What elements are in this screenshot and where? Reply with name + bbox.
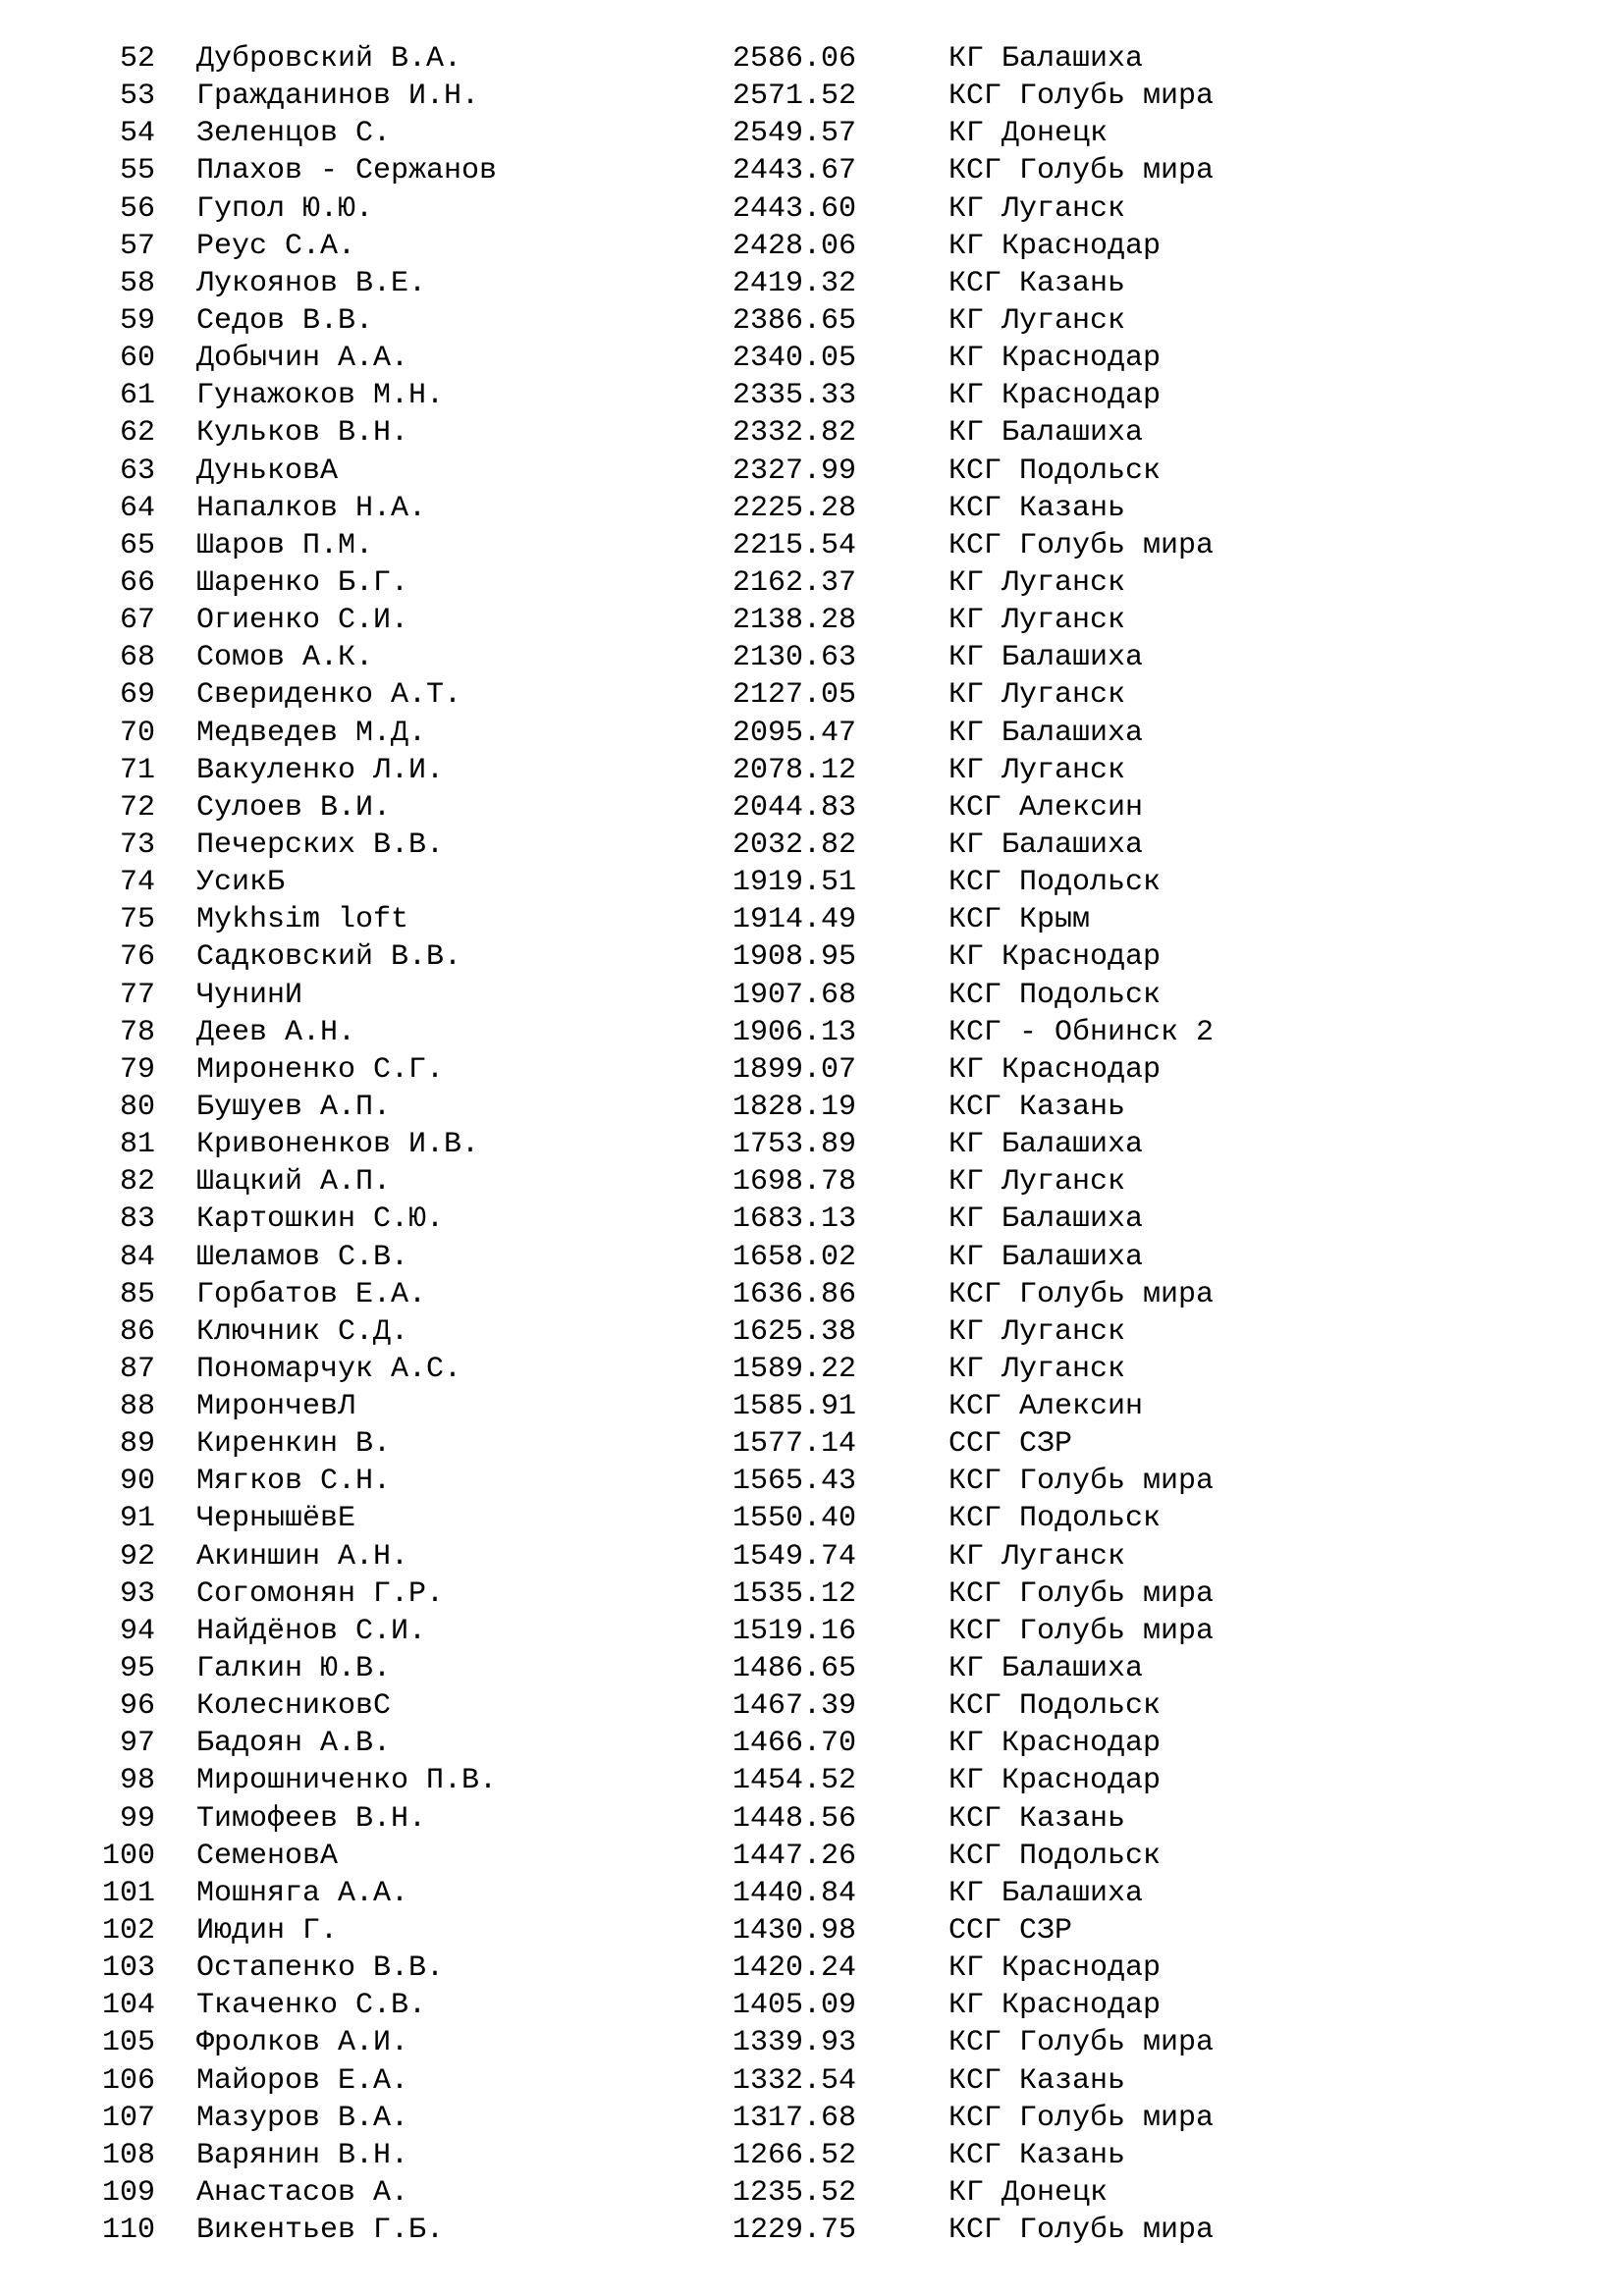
score-value: 1430.98 [732,1914,857,1949]
club-name: ССГ СЗР [948,1427,1073,1462]
list-row [0,1838,1624,1875]
score-value: 2586.06 [732,42,857,76]
score-value: 2340.05 [732,342,857,376]
score-value: 1235.52 [732,2176,857,2211]
list-row [0,78,1624,115]
score-value: 1625.38 [732,1314,857,1349]
rank-number: 88 [119,1390,155,1424]
club-name: КСГ Голубь мира [948,1465,1215,1499]
list-row [0,1276,1624,1313]
participant-name: Мошняга А.А. [196,1876,409,1910]
rank-number: 68 [119,641,155,675]
rank-number: 77 [119,978,155,1012]
club-name: КГ Луганск [948,1314,1126,1349]
score-value: 2327.99 [732,454,857,488]
participant-name: Анастасов А. [196,2176,409,2211]
list-row [0,1538,1624,1575]
rank-number: 66 [119,565,155,600]
club-name: КГ Краснодар [948,1989,1162,2023]
club-name: КГ Краснодар [948,1052,1162,1087]
rank-number: 65 [119,528,155,562]
list-row [0,1949,1624,1987]
club-name: КГ Краснодар [948,940,1162,975]
club-name: КСГ Казань [948,1801,1126,1836]
club-name: КСГ Крым [948,903,1091,937]
rank-number: 103 [101,1951,155,1986]
score-value: 1914.49 [732,903,857,937]
club-name: КГ Балашиха [948,716,1144,750]
club-name: ССГ СЗР [948,1914,1073,1949]
list-row [0,190,1624,228]
rank-number: 78 [119,1015,155,1049]
rank-number: 54 [119,117,155,151]
participant-name: Викентьев Г.Б. [196,2214,445,2248]
list-row [0,2174,1624,2212]
club-name: КСГ Голубь мира [948,80,1215,114]
rank-number: 55 [119,154,155,188]
participant-name: Бадоян А.В. [196,1727,392,1761]
score-value: 2127.05 [732,678,857,713]
participant-name: Галкин Ю.В. [196,1652,392,1686]
score-value: 1440.84 [732,1876,857,1910]
rank-number: 91 [119,1502,155,1536]
participant-name: Огиенко С.И. [196,604,409,638]
club-name: КСГ Подольск [948,1689,1162,1724]
score-value: 2571.52 [732,80,857,114]
list-row [0,789,1624,827]
club-name: КГ Луганск [948,1539,1126,1574]
club-name: КСГ Казань [948,2138,1126,2172]
club-name: КГ Луганск [948,565,1126,600]
list-row [0,1875,1624,1912]
rank-number: 105 [101,2026,155,2060]
rank-number: 73 [119,828,155,862]
participant-name: Добычин А.А. [196,342,409,376]
club-name: КГ Краснодар [948,342,1162,376]
list-row [0,453,1624,490]
rank-number: 104 [101,1989,155,2023]
club-name: КСГ Алексин [948,1390,1144,1424]
rank-number: 102 [101,1914,155,1949]
score-value: 1698.78 [732,1165,857,1200]
participant-name: Остапенко В.В. [196,1951,445,1986]
club-name: КСГ Подольск [948,866,1162,900]
score-value: 1454.52 [732,1764,857,1798]
list-row [0,1163,1624,1201]
score-value: 1535.12 [732,1576,857,1611]
score-value: 1405.09 [732,1989,857,2023]
rank-number: 110 [101,2214,155,2248]
list-row [0,490,1624,527]
score-value: 1585.91 [732,1390,857,1424]
rank-number: 70 [119,716,155,750]
rank-number: 107 [101,2101,155,2135]
score-value: 2335.33 [732,379,857,413]
club-name: КГ Балашиха [948,1202,1144,1237]
participant-name: КолесниковС [196,1689,392,1724]
participant-name: Пономарчук А.С. [196,1352,462,1386]
rank-number: 97 [119,1727,155,1761]
score-value: 1589.22 [732,1352,857,1386]
score-value: 1229.75 [732,2214,857,2248]
list-row [0,864,1624,901]
participant-name: Садковский В.В. [196,940,462,975]
participant-name: Печерских В.В. [196,828,445,862]
participant-name: Гражданинов И.Н. [196,80,480,114]
list-row [0,1463,1624,1500]
rank-number: 95 [119,1652,155,1686]
participant-name: Согомонян Г.Р. [196,1576,445,1611]
score-value: 2162.37 [732,565,857,600]
club-name: КГ Краснодар [948,229,1162,263]
club-name: КГ Луганск [948,604,1126,638]
club-name: КГ Балашиха [948,828,1144,862]
participant-name: Найдёнов С.И. [196,1614,427,1648]
participant-name: Шацкий А.П. [196,1165,392,1200]
score-value: 2443.60 [732,191,857,226]
club-name: КСГ Подольск [948,454,1162,488]
list-row [0,377,1624,414]
participant-name: Майоров Е.А. [196,2063,409,2098]
participant-name: Тимофеев В.Н. [196,1801,427,1836]
list-row [0,1725,1624,1762]
score-value: 1907.68 [732,978,857,1012]
score-value: 1519.16 [732,1614,857,1648]
rank-number: 101 [101,1876,155,1910]
score-value: 1467.39 [732,1689,857,1724]
club-name: КГ Краснодар [948,1951,1162,1986]
score-value: 1486.65 [732,1652,857,1686]
rank-number: 61 [119,379,155,413]
score-value: 1636.86 [732,1277,857,1311]
participant-name: Лукоянов В.Е. [196,266,427,300]
club-name: КСГ Голубь мира [948,2214,1215,2248]
participant-name: Мазуров В.А. [196,2101,409,2135]
participant-name: Ключник С.Д. [196,1314,409,1349]
score-value: 1339.93 [732,2026,857,2060]
list-row [0,1425,1624,1463]
score-value: 1550.40 [732,1502,857,1536]
club-name: КГ Луганск [948,678,1126,713]
score-value: 2428.06 [732,229,857,263]
score-value: 1919.51 [732,866,857,900]
list-row [0,752,1624,789]
list-row [0,2024,1624,2061]
rank-number: 59 [119,303,155,338]
list-row [0,228,1624,265]
score-value: 1658.02 [732,1240,857,1274]
rank-number: 58 [119,266,155,300]
rank-number: 79 [119,1052,155,1087]
list-row [0,715,1624,752]
score-value: 2332.82 [732,416,857,451]
list-row [0,1126,1624,1163]
club-name: КГ Донецк [948,117,1109,151]
participant-name: Варянин В.Н. [196,2138,409,2172]
club-name: КСГ Казань [948,2063,1126,2098]
rank-number: 87 [119,1352,155,1386]
list-row [0,1687,1624,1725]
participant-name: Седов В.В. [196,303,374,338]
list-row [0,414,1624,452]
rank-number: 83 [119,1202,155,1237]
rank-number: 98 [119,1764,155,1798]
score-value: 2095.47 [732,716,857,750]
rank-number: 92 [119,1539,155,1574]
score-value: 1317.68 [732,2101,857,2135]
rank-number: 86 [119,1314,155,1349]
rank-number: 57 [119,229,155,263]
participant-name: Кривоненков И.В. [196,1128,480,1162]
list-row [0,302,1624,340]
rank-number: 84 [119,1240,155,1274]
club-name: КСГ Голубь мира [948,528,1215,562]
participant-name: Фролков А.И. [196,2026,409,2060]
participant-name: Гупол Ю.Ю. [196,191,374,226]
rank-number: 82 [119,1165,155,1200]
participant-name: Шеламов С.В. [196,1240,409,1274]
score-value: 2443.67 [732,154,857,188]
participant-name: Картошкин С.Ю. [196,1202,445,1237]
rank-number: 100 [101,1839,155,1873]
list-row [0,602,1624,639]
club-name: КГ Луганск [948,303,1126,338]
score-value: 1420.24 [732,1951,857,1986]
list-row [0,1089,1624,1126]
list-row [0,2100,1624,2137]
score-value: 1448.56 [732,1801,857,1836]
participant-name: МирончевЛ [196,1390,356,1424]
rank-number: 80 [119,1090,155,1124]
score-value: 2549.57 [732,117,857,151]
score-value: 1753.89 [732,1128,857,1162]
score-value: 1899.07 [732,1052,857,1087]
rank-number: 52 [119,42,155,76]
participant-name: Шаренко Б.Г. [196,565,409,600]
score-value: 1828.19 [732,1090,857,1124]
participant-name: СеменовА [196,1839,339,1873]
rank-number: 75 [119,903,155,937]
list-row [0,938,1624,976]
participant-name: Медведев М.Д. [196,716,427,750]
participant-name: Бушуев А.П. [196,1090,392,1124]
participant-name: Зеленцов С. [196,117,392,151]
participant-name: Июдин Г. [196,1914,339,1949]
club-name: КСГ Голубь мира [948,1576,1215,1611]
list-row [0,1800,1624,1838]
rank-number: 64 [119,491,155,525]
participant-name: Плахов - Сержанов [196,154,498,188]
club-name: КСГ Голубь мира [948,2101,1215,2135]
rank-number: 93 [119,1576,155,1611]
list-row [0,40,1624,78]
rank-number: 69 [119,678,155,713]
list-row [0,1201,1624,1238]
participant-name: Мягков С.Н. [196,1465,392,1499]
participant-name: Сомов А.К. [196,641,374,675]
list-row [0,1500,1624,1537]
list-row [0,527,1624,564]
rank-number: 99 [119,1801,155,1836]
participant-name: Киренкин В. [196,1427,392,1462]
list-row [0,340,1624,377]
club-name: КСГ Подольск [948,1502,1162,1536]
club-name: КСГ Казань [948,1090,1126,1124]
participant-name: УсикБ [196,866,286,900]
participant-name: Шаров П.М. [196,528,374,562]
club-name: КГ Луганск [948,753,1126,787]
participant-name: Mykhsim loft [196,903,409,937]
club-name: КСГ Подольск [948,1839,1162,1873]
list-row [0,1613,1624,1650]
list-row [0,1313,1624,1351]
participant-name: Мирошниченко П.В. [196,1764,498,1798]
list-row [0,1051,1624,1089]
rank-number: 89 [119,1427,155,1462]
club-name: КГ Балашиха [948,1240,1144,1274]
list-row [0,901,1624,938]
club-name: КГ Луганск [948,1352,1126,1386]
club-name: КГ Балашиха [948,1652,1144,1686]
rank-number: 96 [119,1689,155,1724]
list-row [0,2062,1624,2100]
score-value: 1683.13 [732,1202,857,1237]
list-row [0,1239,1624,1276]
list-row [0,676,1624,714]
rank-number: 94 [119,1614,155,1648]
score-value: 2225.28 [732,491,857,525]
participant-name: ЧунинИ [196,978,303,1012]
participant-name: Вакуленко Л.И. [196,753,445,787]
participant-name: Ткаченко С.В. [196,1989,427,2023]
club-name: КГ Донецк [948,2176,1109,2211]
participant-name: ЧернышёвЕ [196,1502,356,1536]
list-row [0,1014,1624,1051]
list-row [0,639,1624,676]
list-row [0,977,1624,1014]
list-row [0,1912,1624,1949]
rank-number: 81 [119,1128,155,1162]
club-name: КСГ Казань [948,266,1126,300]
rank-number: 76 [119,940,155,975]
rank-number: 85 [119,1277,155,1311]
club-name: КСГ Казань [948,491,1126,525]
club-name: КГ Балашиха [948,1876,1144,1910]
club-name: КГ Краснодар [948,1764,1162,1798]
list-row [0,2137,1624,2174]
club-name: КГ Луганск [948,1165,1126,1200]
club-name: КСГ Подольск [948,978,1162,1012]
rank-number: 67 [119,604,155,638]
participant-name: Реус С.А. [196,229,356,263]
list-row [0,564,1624,602]
list-row [0,2212,1624,2249]
participant-name: Свериденко А.Т. [196,678,462,713]
rank-number: 90 [119,1465,155,1499]
rank-number: 106 [101,2063,155,2098]
list-row [0,152,1624,189]
club-name: КСГ Алексин [948,790,1144,825]
club-name: КГ Краснодар [948,379,1162,413]
list-row [0,1351,1624,1388]
list-row [0,1650,1624,1687]
score-value: 2386.65 [732,303,857,338]
rank-number: 63 [119,454,155,488]
rank-number: 72 [119,790,155,825]
score-value: 2138.28 [732,604,857,638]
list-row [0,265,1624,302]
club-name: КСГ Голубь мира [948,154,1215,188]
list-row [0,1575,1624,1613]
rank-number: 108 [101,2138,155,2172]
list-row [0,1987,1624,2024]
participant-name: Сулоев В.И. [196,790,392,825]
score-value: 2078.12 [732,753,857,787]
participant-name: Напалков Н.А. [196,491,427,525]
score-value: 2032.82 [732,828,857,862]
score-value: 2215.54 [732,528,857,562]
club-name: КСГ Голубь мира [948,1614,1215,1648]
participant-name: Мироненко С.Г. [196,1052,445,1087]
rank-number: 109 [101,2176,155,2211]
list-row [0,1388,1624,1425]
score-value: 1266.52 [732,2138,857,2172]
participant-name: Горбатов Е.А. [196,1277,427,1311]
participant-name: ДуньковА [196,454,339,488]
participant-name: Деев А.Н. [196,1015,356,1049]
rank-number: 60 [119,342,155,376]
club-name: КГ Балашиха [948,641,1144,675]
club-name: КГ Балашиха [948,1128,1144,1162]
score-value: 1447.26 [732,1839,857,1873]
score-value: 2419.32 [732,266,857,300]
participant-name: Гунажоков М.Н. [196,379,445,413]
rank-number: 62 [119,416,155,451]
rank-number: 53 [119,80,155,114]
score-value: 1906.13 [732,1015,857,1049]
rank-number: 56 [119,191,155,226]
score-value: 1332.54 [732,2063,857,2098]
rank-number: 71 [119,753,155,787]
list-row [0,1762,1624,1799]
club-name: КСГ Голубь мира [948,1277,1215,1311]
club-name: КГ Балашиха [948,42,1144,76]
score-value: 2130.63 [732,641,857,675]
score-value: 1577.14 [732,1427,857,1462]
club-name: КГ Краснодар [948,1727,1162,1761]
score-value: 1549.74 [732,1539,857,1574]
score-value: 1908.95 [732,940,857,975]
score-value: 2044.83 [732,790,857,825]
participant-name: Акиншин А.Н. [196,1539,409,1574]
results-list [0,40,1624,2249]
score-value: 1565.43 [732,1465,857,1499]
list-row [0,827,1624,864]
rank-number: 74 [119,866,155,900]
participant-name: Дубровский В.А. [196,42,462,76]
score-value: 1466.70 [732,1727,857,1761]
club-name: КГ Балашиха [948,416,1144,451]
club-name: КСГ - Обнинск 2 [948,1015,1215,1049]
participant-name: Кульков В.Н. [196,416,409,451]
club-name: КГ Луганск [948,191,1126,226]
club-name: КСГ Голубь мира [948,2026,1215,2060]
list-row [0,115,1624,152]
